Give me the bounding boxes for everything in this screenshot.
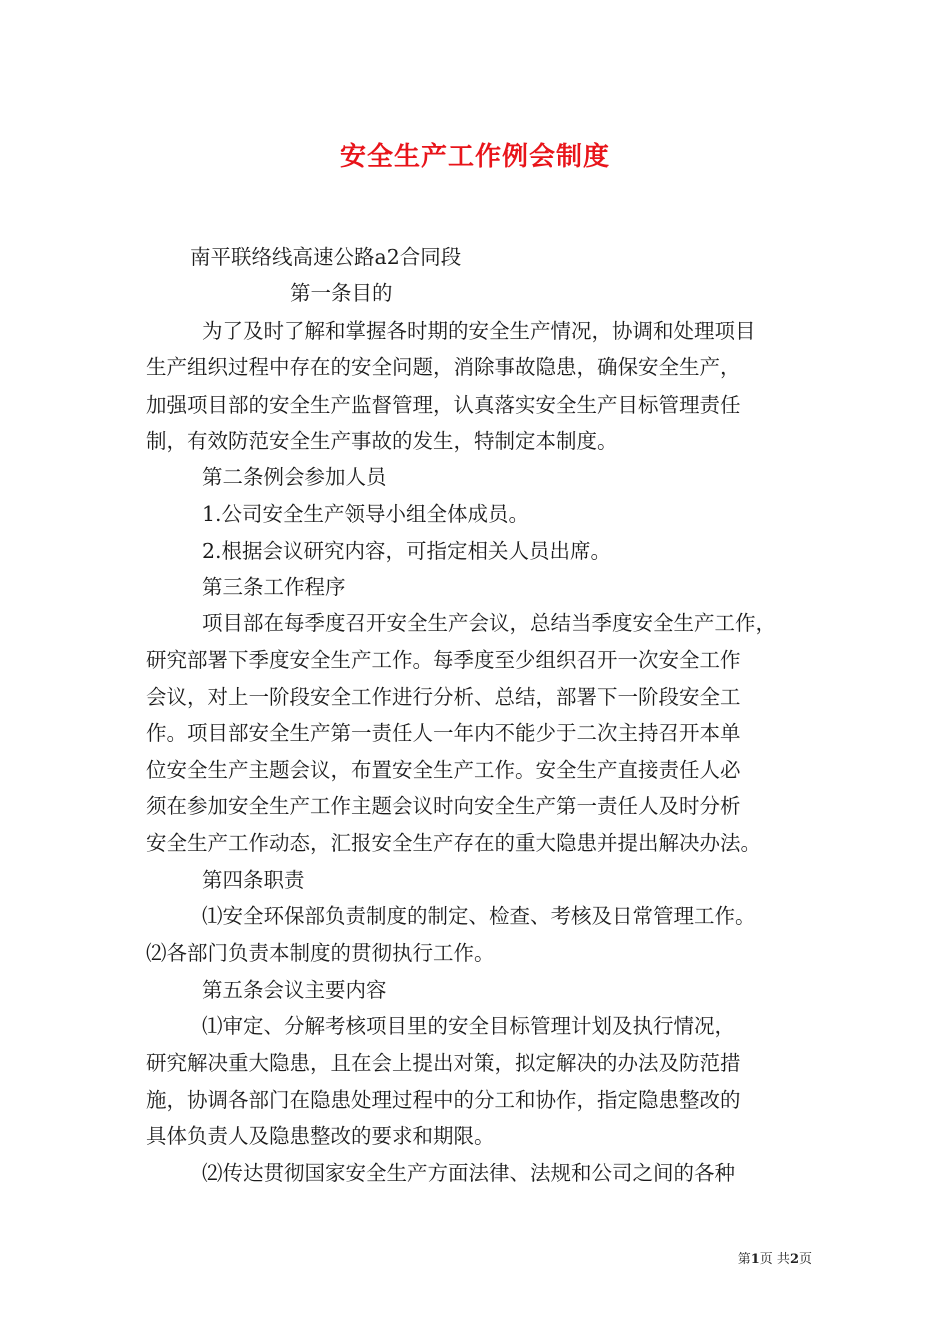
article-3-line: 会议，对上一阶段安全工作进行分析、总结，部署下一阶段安全工 [146,685,741,709]
footer-prefix: 第 [737,1252,751,1267]
article-4-item: ⑵各部门负责本制度的贯彻执行工作。 [146,941,495,965]
article-5-line: 具体负责人及隐患整改的要求和期限。 [146,1124,495,1148]
header-line: 南平联络线高速公路a2合同段 [190,245,462,269]
article-4-item: ⑴安全环保部负责制度的制定、检查、考核及日常管理工作。 [202,904,756,928]
article-5-line: ⑵传达贯彻国家安全生产方面法律、法规和公司之间的各种 [202,1161,735,1185]
article-1-line: 加强项目部的安全生产监督管理，认真落实安全生产目标管理责任 [146,393,741,417]
page-footer [738,1248,812,1267]
article-2-item: 2.根据会议研究内容，可指定相关人员出席。 [202,539,612,563]
article-1-line: 生产组织过程中存在的安全问题，消除事故隐患，确保安全生产， [146,355,741,379]
article-1-line: 为了及时了解和掌握各时期的安全生产情况，协调和处理项目 [202,319,756,343]
footer-total-pages: 2 [789,1252,799,1267]
article-3-line: 位安全生产主题会议，布置安全生产工作。安全生产直接责任人必 [146,758,741,782]
footer-suffix: 页 [798,1252,812,1267]
article-3-line: 作。项目部安全生产第一责任人一年内不能少于二次主持召开本单 [146,721,741,745]
article-3-line: 研究部署下季度安全生产工作。每季度至少组织召开一次安全工作 [146,648,741,672]
article-5-line: 研究解决重大隐患，且在会上提出对策，拟定解决的办法及防范措 [146,1051,741,1075]
article-5-heading: 第五条会议主要内容 [202,978,387,1002]
article-3-line: 安全生产工作动态，汇报安全生产存在的重大隐患并提出解决办法。 [146,831,761,855]
article-5-line: 施，协调各部门在隐患处理过程中的分工和协作，指定隐患整改的 [146,1088,741,1112]
article-1-heading: 第一条目的 [290,281,393,305]
article-3-line: 项目部在每季度召开安全生产会议，总结当季度安全生产工作， [202,611,776,635]
article-3-line: 须在参加安全生产工作主题会议时向安全生产第一责任人及时分析 [146,794,741,818]
article-2-item: 1.公司安全生产领导小组全体成员。 [202,502,530,526]
article-5-line: ⑴审定、分解考核项目里的安全目标管理计划及执行情况， [202,1014,735,1038]
footer-middle: 页 共 [759,1252,790,1267]
article-2-heading: 第二条例会参加人员 [202,465,387,489]
article-3-heading: 第三条工作程序 [202,575,346,599]
article-1-line: 制，有效防范安全生产事故的发生，特制定本制度。 [146,429,618,453]
article-4-heading: 第四条职责 [202,868,305,892]
page-title: 安全生产工作例会制度 [339,142,610,172]
footer-page-number: 1 [750,1252,760,1267]
